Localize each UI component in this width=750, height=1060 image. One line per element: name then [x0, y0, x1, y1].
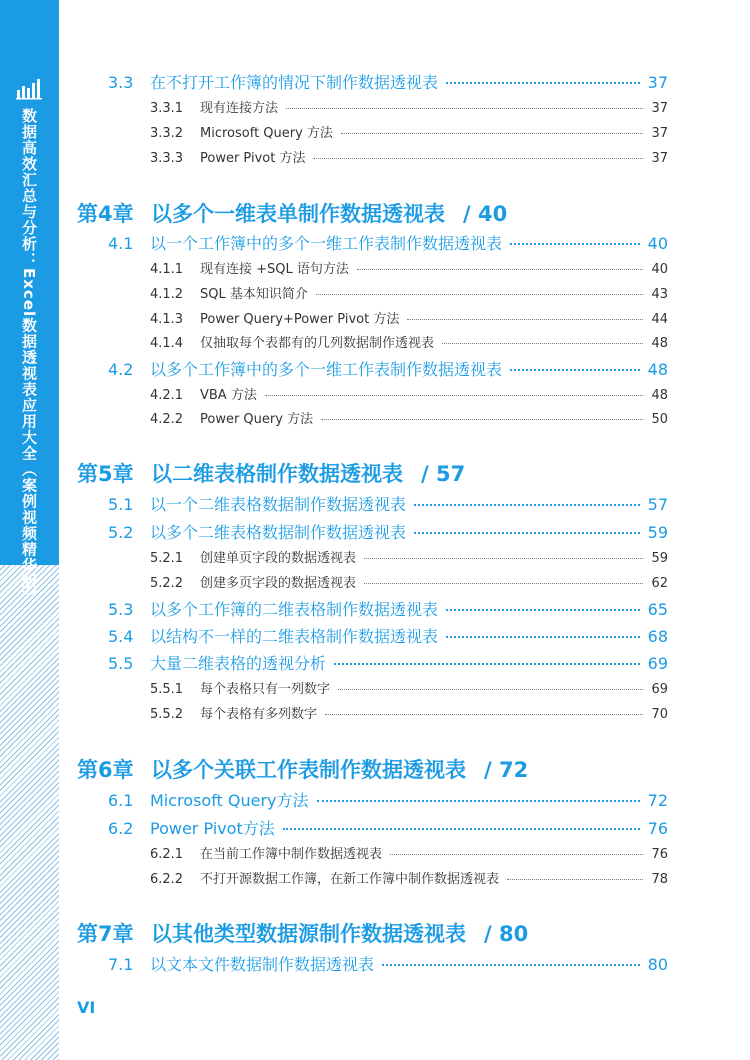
chapter-title: 以二维表格制作数据透视表 — [151, 462, 403, 486]
toc-section[interactable] — [108, 651, 668, 674]
entry-title: 不打开源数据工作簿，在新工作簿中制作数据透视表 — [200, 872, 500, 887]
chapter-number: 第5章 — [77, 462, 134, 486]
entry-page: 78 — [651, 872, 668, 887]
entry-number: 7.1 — [108, 955, 134, 974]
entry-number: 6.2.2 — [150, 872, 184, 887]
toc-chapter[interactable] — [77, 458, 465, 488]
chapter-page: 80 — [498, 922, 529, 946]
entry-title: Microsoft Query 方法 — [200, 126, 333, 141]
entry-page: 69 — [647, 654, 668, 673]
entry-title: Microsoft Query方法 — [150, 791, 309, 810]
entry-page: 48 — [651, 336, 668, 351]
chapter-page: 72 — [498, 758, 529, 782]
toc-section[interactable] — [108, 520, 668, 543]
toc-subsection[interactable] — [150, 97, 668, 116]
chapter-page-prefix: / — [421, 462, 436, 486]
toc-subsection[interactable] — [150, 258, 668, 277]
dot-leader — [407, 319, 643, 320]
entry-title: Power Pivot 方法 — [200, 151, 306, 166]
toc-chapter[interactable] — [77, 754, 528, 784]
entry-number: 6.1 — [108, 791, 134, 810]
entry-number: 4.2.1 — [150, 388, 184, 403]
entry-title: 大量二维表格的透视分析 — [150, 654, 327, 673]
toc-subsection[interactable] — [150, 408, 668, 427]
dot-leader — [390, 854, 643, 855]
dot-leader — [265, 395, 644, 396]
entry-title: 以一个二维表格数据制作数据透视表 — [150, 495, 407, 514]
dot-leader — [325, 714, 643, 715]
toc-section[interactable] — [108, 624, 668, 647]
entry-title: 以多个工作簿的二维表格制作数据透视表 — [150, 600, 439, 619]
entry-page: 48 — [651, 388, 668, 403]
entry-title: 以一个工作簿中的多个一维工作表制作数据透视表 — [150, 234, 503, 253]
entry-number: 3.3 — [108, 73, 134, 92]
entry-number: 5.2.1 — [150, 551, 184, 566]
entry-number: 5.3 — [108, 600, 134, 619]
entry-title: SQL 基本知识简介 — [200, 287, 308, 302]
entry-title: 以多个二维表格数据制作数据透视表 — [150, 523, 407, 542]
entry-title: 现有连接方法 — [200, 101, 279, 116]
dot-leader — [357, 269, 644, 270]
entry-page: 72 — [647, 791, 668, 810]
entry-number: 5.5.1 — [150, 682, 184, 697]
dot-leader — [283, 828, 640, 830]
entry-page: 68 — [647, 627, 668, 646]
dot-leader — [341, 133, 644, 134]
toc-subsection[interactable] — [150, 332, 668, 351]
entry-title: 创建多页字段的数据透视表 — [200, 576, 357, 591]
toc-section[interactable] — [108, 231, 668, 254]
toc-subsection[interactable] — [150, 547, 668, 566]
toc-section[interactable] — [108, 597, 668, 620]
entry-title: 现有连接 +SQL 语句方法 — [200, 262, 349, 277]
toc-chapter[interactable] — [77, 198, 507, 228]
chapter-number: 第6章 — [77, 758, 134, 782]
entry-page: 76 — [651, 847, 668, 862]
toc-subsection[interactable] — [150, 283, 668, 302]
entry-number: 4.1.4 — [150, 336, 184, 351]
entry-page: 37 — [647, 73, 668, 92]
bar-chart-icon — [16, 76, 42, 100]
dot-leader — [364, 583, 643, 584]
entry-number: 5.2.2 — [150, 576, 184, 591]
dot-leader — [414, 532, 640, 534]
entry-page: 80 — [647, 955, 668, 974]
chapter-number: 第7章 — [77, 922, 134, 946]
entry-number: 4.1 — [108, 234, 134, 253]
entry-number: 4.1.2 — [150, 287, 184, 302]
entry-title: 仅抽取每个表都有的几列数据制作透视表 — [200, 336, 435, 351]
entry-number: 5.5.2 — [150, 707, 184, 722]
entry-title: 在不打开工作簿的情况下制作数据透视表 — [150, 73, 439, 92]
entry-number: 5.4 — [108, 627, 134, 646]
chapter-page-prefix: / — [484, 758, 499, 782]
dot-leader — [313, 158, 643, 159]
entry-number: 5.5 — [108, 654, 134, 673]
entry-title: 创建单页字段的数据透视表 — [200, 551, 357, 566]
chapter-title: 以多个关联工作表制作数据透视表 — [151, 758, 466, 782]
entry-number: 5.2 — [108, 523, 134, 542]
entry-number: 4.2.2 — [150, 412, 184, 427]
entry-number: 6.2 — [108, 819, 134, 838]
chapter-page: 40 — [477, 202, 508, 226]
toc-subsection[interactable] — [150, 384, 668, 403]
dot-leader — [507, 879, 643, 880]
entry-number: 4.2 — [108, 360, 134, 379]
entry-number: 5.1 — [108, 495, 134, 514]
entry-page: 59 — [651, 551, 668, 566]
chapter-title: 以其他类型数据源制作数据透视表 — [151, 922, 466, 946]
dot-leader — [364, 558, 643, 559]
entry-title: 以文本文件数据制作数据透视表 — [150, 955, 375, 974]
page-number-footer: VI — [77, 998, 96, 1017]
entry-title: Power Query 方法 — [200, 412, 314, 427]
entry-title: 在当前工作簿中制作数据透视表 — [200, 847, 383, 862]
dot-leader — [334, 663, 640, 665]
toc-subsection[interactable] — [150, 703, 668, 722]
toc-subsection[interactable] — [150, 843, 668, 862]
toc-subsection[interactable] — [150, 868, 668, 887]
entry-title: Power Pivot方法 — [150, 819, 275, 838]
toc-subsection[interactable] — [150, 678, 668, 697]
entry-number: 4.1.3 — [150, 312, 184, 327]
dot-leader — [321, 419, 643, 420]
entry-page: 37 — [651, 151, 668, 166]
sidebar — [0, 0, 59, 1060]
chapter-number: 第4章 — [77, 202, 134, 226]
toc-section[interactable] — [108, 357, 668, 380]
toc-subsection[interactable] — [150, 308, 668, 327]
entry-page: 65 — [647, 600, 668, 619]
dot-leader — [286, 108, 643, 109]
toc-subsection[interactable] — [150, 572, 668, 591]
entry-number: 4.1.1 — [150, 262, 184, 277]
entry-page: 62 — [651, 576, 668, 591]
entry-title: Power Query+Power Pivot 方法 — [200, 312, 400, 327]
dot-leader — [382, 964, 640, 966]
entry-title: 每个表格有多列数字 — [200, 707, 318, 722]
chapter-page-prefix: / — [463, 202, 478, 226]
dot-leader — [414, 504, 640, 506]
toc-section[interactable] — [108, 492, 668, 515]
chapter-title: 以多个一维表单制作数据透视表 — [151, 202, 445, 226]
entry-title: 每个表格只有一列数字 — [200, 682, 331, 697]
entry-page: 50 — [651, 412, 668, 427]
entry-page: 59 — [647, 523, 668, 542]
dot-leader — [446, 609, 640, 611]
entry-page: 57 — [647, 495, 668, 514]
entry-number: 6.2.1 — [150, 847, 184, 862]
entry-page: 43 — [651, 287, 668, 302]
dot-leader — [442, 343, 643, 344]
dot-leader — [510, 369, 640, 371]
entry-page: 37 — [651, 101, 668, 116]
chapter-page-prefix: / — [484, 922, 499, 946]
entry-page: 40 — [647, 234, 668, 253]
toc-chapter[interactable] — [77, 918, 528, 948]
entry-page: 40 — [651, 262, 668, 277]
toc-subsection[interactable] — [150, 122, 668, 141]
entry-page: 69 — [651, 682, 668, 697]
entry-page: 76 — [647, 819, 668, 838]
book-title-vertical: 数据高效汇总与分析：Excel数据透视表应用大全（案例视频精华版） — [20, 108, 38, 606]
toc-section[interactable] — [108, 788, 668, 811]
chapter-page: 57 — [435, 462, 466, 486]
entry-page: 48 — [647, 360, 668, 379]
entry-title: VBA 方法 — [200, 388, 257, 403]
toc-subsection[interactable] — [150, 147, 668, 166]
entry-title: 以结构不一样的二维表格制作数据透视表 — [150, 627, 439, 646]
toc-section[interactable] — [108, 816, 668, 839]
toc-section[interactable] — [108, 952, 668, 975]
dot-leader — [510, 243, 640, 245]
toc-section[interactable] — [108, 70, 668, 93]
entry-title: 以多个工作簿中的多个一维工作表制作数据透视表 — [150, 360, 503, 379]
sidebar-hatch-pattern — [0, 565, 59, 1060]
entry-page: 37 — [651, 126, 668, 141]
entry-number: 3.3.3 — [150, 151, 184, 166]
dot-leader — [316, 294, 644, 295]
entry-page: 70 — [651, 707, 668, 722]
entry-number: 3.3.2 — [150, 126, 184, 141]
entry-page: 44 — [651, 312, 668, 327]
dot-leader — [446, 82, 640, 84]
dot-leader — [317, 800, 640, 802]
dot-leader — [338, 689, 643, 690]
dot-leader — [446, 636, 640, 638]
entry-number: 3.3.1 — [150, 101, 184, 116]
